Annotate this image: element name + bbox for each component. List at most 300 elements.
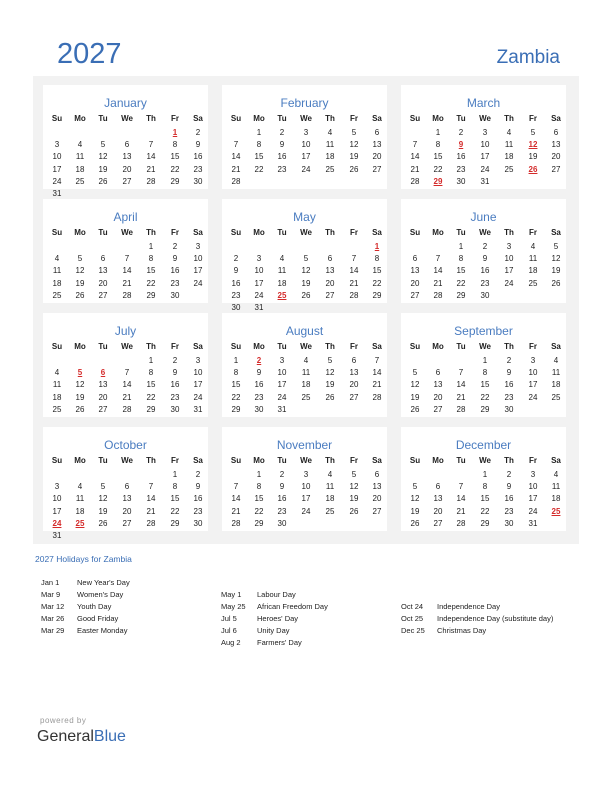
- calendar-day: 23: [504, 506, 514, 516]
- weekday-label: Tu: [456, 456, 466, 465]
- weekday-label: Tu: [277, 456, 287, 465]
- calendar-day: 28: [146, 518, 156, 528]
- calendar-day: 31: [52, 189, 62, 198]
- calendar-day: 18: [52, 278, 62, 288]
- calendar-day: 28: [372, 392, 382, 402]
- calendar-day: 14: [146, 152, 156, 162]
- calendar-day: 6: [351, 356, 357, 365]
- calendar-day: 17: [193, 380, 203, 390]
- calendar-day: 24: [52, 176, 62, 186]
- calendar-day: 20: [122, 164, 132, 174]
- holiday-date: Jul 6: [221, 626, 237, 635]
- calendar-day: 19: [551, 266, 561, 276]
- calendar-day: 11: [325, 482, 335, 492]
- calendar-day: 22: [231, 392, 241, 402]
- calendar-day: 11: [504, 140, 514, 150]
- calendar-day: 8: [172, 482, 178, 492]
- calendar-day: 23: [254, 392, 264, 402]
- calendar-day: 19: [349, 494, 359, 504]
- holiday-name: Good Friday: [77, 614, 119, 623]
- weekday-label: Su: [51, 228, 63, 237]
- calendar-day: 23: [170, 392, 180, 402]
- calendar-day: 17: [193, 266, 203, 276]
- holiday-day: 6: [100, 368, 106, 378]
- calendar-day: 31: [277, 404, 287, 414]
- calendar-day: 12: [75, 380, 85, 390]
- calendar-day: 23: [504, 392, 514, 402]
- calendar-day: 6: [374, 128, 380, 137]
- calendar-day: 2: [279, 128, 285, 137]
- calendar-day: 29: [146, 404, 156, 414]
- calendar-day: 11: [301, 368, 311, 378]
- calendar-day: 2: [506, 356, 512, 365]
- weekday-label: Th: [146, 114, 156, 123]
- calendar-day: 20: [433, 506, 443, 516]
- weekday-label: Mo: [432, 114, 444, 123]
- calendar-day: 25: [325, 506, 335, 516]
- calendar-day: 30: [193, 518, 203, 528]
- calendar-day: 8: [233, 368, 239, 378]
- calendar-day: 7: [233, 482, 239, 492]
- calendar-day: 16: [254, 380, 264, 390]
- holiday-entry: [401, 602, 500, 611]
- calendar-day: 10: [528, 482, 538, 492]
- calendar-day: 30: [504, 404, 514, 414]
- month-title: September: [454, 324, 513, 338]
- calendar-day: 2: [506, 470, 512, 479]
- holiday-date: Aug 2: [221, 638, 241, 647]
- weekday-label: Su: [51, 114, 63, 123]
- calendar-day: 22: [170, 164, 180, 174]
- month-title: October: [104, 438, 147, 452]
- holiday-entry: [41, 614, 118, 623]
- calendar-day: 29: [456, 290, 466, 300]
- month-title: February: [280, 96, 329, 110]
- calendar-day: 28: [410, 176, 420, 186]
- weekday-label: Mo: [74, 456, 86, 465]
- calendar-day: 20: [372, 152, 382, 162]
- calendar-day: 4: [327, 470, 333, 479]
- holiday-date: Oct 24: [401, 602, 424, 611]
- weekday-label: Sa: [372, 456, 382, 465]
- calendar-day: 6: [124, 482, 130, 492]
- weekday-label: Tu: [456, 114, 466, 123]
- calendar-day: 30: [480, 290, 490, 300]
- weekday-label: Fr: [529, 228, 537, 237]
- calendar-day: 18: [528, 266, 538, 276]
- calendar-day: 12: [301, 266, 311, 276]
- calendar-day: 10: [52, 152, 62, 162]
- calendar-day: 26: [551, 278, 561, 288]
- month-title: June: [470, 210, 497, 224]
- calendar-day: 11: [75, 152, 85, 162]
- calendar-day: 30: [193, 176, 203, 186]
- weekday-label: Su: [409, 342, 421, 351]
- holiday-day: 29: [433, 176, 443, 186]
- month-title: August: [285, 324, 324, 338]
- month-august: [222, 313, 387, 417]
- calendar-day: 4: [77, 140, 83, 150]
- calendar-day: 2: [482, 242, 488, 251]
- weekday-label: Fr: [171, 342, 179, 351]
- calendar-day: 13: [372, 482, 382, 492]
- holiday-day: 1: [374, 242, 380, 251]
- calendar-day: 13: [433, 380, 443, 390]
- weekday-label: Th: [325, 342, 335, 351]
- calendar-day: 15: [254, 494, 264, 504]
- calendar-day: 14: [231, 152, 241, 162]
- month-title: January: [104, 96, 147, 110]
- weekday-label: Fr: [529, 114, 537, 123]
- calendar-day: 19: [349, 152, 359, 162]
- calendar-day: 14: [122, 266, 132, 276]
- calendar-day: 7: [374, 356, 380, 365]
- weekday-label: Th: [504, 228, 514, 237]
- calendar-day: 9: [195, 482, 201, 492]
- calendar-day: 1: [148, 242, 154, 251]
- holiday-name: Independence Day: [437, 602, 500, 611]
- calendar-day: 26: [75, 290, 85, 300]
- calendar-day: 14: [456, 380, 466, 390]
- calendar-day: 24: [480, 164, 490, 174]
- weekday-label: Su: [230, 114, 242, 123]
- holiday-day: 24: [52, 518, 62, 528]
- holiday-name: New Year's Day: [77, 578, 130, 587]
- weekday-label: Tu: [277, 228, 287, 237]
- calendar-day: 17: [504, 266, 514, 276]
- holiday-date: Mar 9: [41, 590, 61, 599]
- calendar-day: 14: [456, 494, 466, 504]
- holiday-entry: [221, 626, 290, 635]
- calendar-day: 31: [193, 404, 203, 414]
- calendar-day: 20: [122, 506, 132, 516]
- weekday-label: Mo: [74, 228, 86, 237]
- calendar-day: 21: [122, 392, 132, 402]
- calendar-day: 25: [504, 164, 514, 174]
- calendar-day: 2: [279, 470, 285, 479]
- weekday-label: Fr: [350, 228, 358, 237]
- calendar-day: 17: [528, 494, 538, 504]
- calendar-day: 23: [456, 164, 466, 174]
- calendar-day: 11: [528, 254, 538, 264]
- month-title: December: [455, 438, 512, 452]
- calendar-day: 3: [303, 128, 309, 137]
- calendar-day: 15: [146, 266, 156, 276]
- calendar-day: 29: [170, 518, 180, 528]
- holiday-entry: [401, 614, 553, 623]
- calendar-day: 7: [458, 368, 464, 378]
- calendar-day: 19: [410, 392, 420, 402]
- calendar-day: 20: [372, 494, 382, 504]
- weekday-label: Fr: [350, 342, 358, 351]
- calendar-day: 22: [372, 278, 382, 288]
- calendar-day: 9: [482, 254, 488, 264]
- weekday-label: Sa: [193, 342, 203, 351]
- month-october: [43, 427, 208, 540]
- calendar-day: 21: [456, 506, 466, 516]
- calendar-day: 12: [325, 368, 335, 378]
- calendar-day: 5: [412, 482, 418, 492]
- weekday-label: Mo: [74, 114, 86, 123]
- calendar-day: 6: [374, 470, 380, 479]
- holiday-day: 25: [75, 518, 85, 528]
- weekday-label: Th: [504, 342, 514, 351]
- calendar-day: 4: [530, 242, 536, 251]
- calendar-day: 4: [54, 254, 60, 264]
- weekday-label: Fr: [350, 114, 358, 123]
- calendar-day: 28: [349, 290, 359, 300]
- calendar-day: 10: [504, 254, 514, 264]
- calendar-day: 19: [98, 506, 108, 516]
- weekday-label: We: [479, 456, 491, 465]
- calendar-day: 1: [172, 470, 178, 479]
- calendar-day: 15: [456, 266, 466, 276]
- calendar-day: 16: [231, 278, 241, 288]
- calendar-day: 26: [98, 518, 108, 528]
- calendar-day: 19: [325, 380, 335, 390]
- holiday-date: Mar 12: [41, 602, 65, 611]
- calendar-day: 30: [170, 404, 180, 414]
- calendar-day: 11: [277, 266, 287, 276]
- calendar-day: 21: [231, 506, 241, 516]
- holidays-title: 2027 Holidays for Zambia: [35, 554, 132, 564]
- calendar-day: 14: [372, 368, 382, 378]
- calendar-day: 21: [146, 164, 156, 174]
- calendar-day: 5: [553, 242, 559, 251]
- calendar-day: 4: [327, 128, 333, 137]
- weekday-label: Su: [409, 456, 421, 465]
- weekday-label: Mo: [253, 228, 265, 237]
- calendar-day: 29: [170, 176, 180, 186]
- calendar-day: 23: [231, 290, 241, 300]
- month-january: [43, 85, 208, 198]
- calendar-day: 26: [410, 518, 420, 528]
- weekday-label: Tu: [98, 228, 108, 237]
- powered-by-text: powered by: [40, 716, 87, 725]
- holiday-entry: [41, 626, 127, 635]
- weekday-label: Tu: [98, 456, 108, 465]
- calendar-day: 18: [504, 152, 514, 162]
- calendar-day: 10: [277, 368, 287, 378]
- calendar-day: 18: [325, 152, 335, 162]
- calendar-day: 16: [193, 494, 203, 504]
- calendar-day: 8: [256, 140, 262, 150]
- calendar-day: 17: [52, 164, 62, 174]
- calendar-day: 10: [193, 368, 203, 378]
- calendar-day: 6: [412, 254, 418, 264]
- calendar-day: 15: [170, 494, 180, 504]
- calendar-day: 21: [456, 392, 466, 402]
- calendar-day: 30: [231, 303, 241, 312]
- calendar-day: 4: [54, 368, 60, 378]
- calendar-day: 11: [52, 266, 62, 276]
- calendar-day: 24: [504, 278, 514, 288]
- weekday-label: Tu: [277, 114, 287, 123]
- calendar-day: 4: [506, 128, 512, 137]
- month-november: [222, 427, 387, 531]
- holiday-entry: [221, 638, 302, 647]
- weekday-label: Mo: [253, 456, 265, 465]
- calendar-day: 3: [530, 470, 536, 479]
- calendar-day: 13: [98, 380, 108, 390]
- calendar-day: 3: [54, 140, 60, 150]
- calendar-day: 1: [148, 356, 154, 365]
- calendar-day: 3: [530, 356, 536, 365]
- calendar-day: 26: [98, 176, 108, 186]
- calendar-day: 13: [349, 368, 359, 378]
- calendar-day: 27: [98, 290, 108, 300]
- calendar-day: 8: [148, 254, 154, 264]
- weekday-label: We: [121, 342, 133, 351]
- holiday-date: May 1: [221, 590, 242, 599]
- weekday-label: Sa: [551, 228, 561, 237]
- calendar-day: 2: [195, 470, 201, 479]
- calendar-day: 24: [301, 164, 311, 174]
- calendar-day: 26: [301, 290, 311, 300]
- calendar-day: 3: [195, 242, 201, 251]
- calendar-day: 27: [349, 392, 359, 402]
- calendar-day: 29: [146, 290, 156, 300]
- weekday-label: Th: [146, 342, 156, 351]
- calendar-day: 20: [433, 392, 443, 402]
- month-september: [401, 313, 566, 417]
- calendar-day: 7: [233, 140, 239, 150]
- calendar-day: 28: [122, 290, 132, 300]
- calendar-day: 13: [122, 494, 132, 504]
- calendar-day: 21: [372, 380, 382, 390]
- calendar-day: 15: [231, 380, 241, 390]
- calendar-day: 30: [277, 518, 287, 528]
- calendar-day: 3: [256, 254, 262, 264]
- calendar-day: 28: [146, 176, 156, 186]
- calendar-day: 14: [410, 152, 420, 162]
- calendar-day: 2: [458, 128, 464, 137]
- calendar-day: 25: [52, 404, 62, 414]
- calendar-day: 23: [193, 164, 203, 174]
- month-december: [401, 427, 566, 531]
- holiday-day: 2: [256, 356, 262, 365]
- calendar-day: 18: [75, 506, 85, 516]
- calendar-day: 15: [433, 152, 443, 162]
- calendar-day: 15: [480, 494, 490, 504]
- calendar-day: 24: [301, 506, 311, 516]
- calendar-day: 13: [372, 140, 382, 150]
- calendar-day: 17: [301, 152, 311, 162]
- calendar-day: 11: [52, 380, 62, 390]
- weekday-label: Th: [325, 228, 335, 237]
- weekday-label: Sa: [372, 114, 382, 123]
- calendar-day: 11: [551, 368, 561, 378]
- calendar-day: 29: [480, 518, 490, 528]
- calendar-day: 5: [351, 128, 357, 137]
- calendar-day: 14: [231, 494, 241, 504]
- calendar-day: 13: [551, 140, 561, 150]
- calendar-day: 7: [351, 254, 357, 264]
- calendar-day: 17: [301, 494, 311, 504]
- calendar-day: 9: [233, 266, 239, 276]
- holiday-entry: [221, 602, 328, 611]
- calendar-day: 6: [327, 254, 333, 264]
- calendar-day: 25: [325, 164, 335, 174]
- calendar-day: 17: [277, 380, 287, 390]
- weekday-label: We: [300, 342, 312, 351]
- calendar-day: 24: [277, 392, 287, 402]
- calendar-day: 23: [480, 278, 490, 288]
- calendar-day: 15: [146, 380, 156, 390]
- calendar-day: 16: [277, 494, 287, 504]
- weekday-label: Tu: [98, 342, 108, 351]
- month-march: [401, 85, 566, 189]
- holiday-entry: [401, 626, 486, 635]
- calendar-day: 29: [254, 518, 264, 528]
- weekday-label: Mo: [74, 342, 86, 351]
- month-title: May: [293, 210, 316, 224]
- weekday-label: Th: [504, 456, 514, 465]
- calendar-day: 25: [551, 392, 561, 402]
- calendar-day: 9: [195, 140, 201, 150]
- calendar-day: 8: [374, 254, 380, 264]
- calendar-day: 10: [301, 482, 311, 492]
- weekday-label: Sa: [551, 342, 561, 351]
- calendar-day: 16: [170, 380, 180, 390]
- country-title: Zambia: [496, 47, 560, 68]
- calendar-day: 17: [528, 380, 538, 390]
- month-june: [401, 199, 566, 303]
- calendar-day: 13: [433, 494, 443, 504]
- calendar-day: 3: [506, 242, 512, 251]
- calendar-day: 3: [482, 128, 488, 137]
- calendar-day: 26: [325, 392, 335, 402]
- calendar-day: 6: [124, 140, 130, 150]
- calendar-day: 24: [254, 290, 264, 300]
- calendar-day: 9: [172, 254, 178, 264]
- calendar-day: 7: [148, 482, 154, 492]
- holiday-day: 25: [551, 506, 561, 516]
- calendar-day: 28: [433, 290, 443, 300]
- holiday-day: 1: [172, 128, 178, 137]
- calendar-day: 18: [301, 380, 311, 390]
- calendar-day: 8: [482, 482, 488, 492]
- calendar-day: 28: [122, 404, 132, 414]
- calendar-day: 16: [504, 380, 514, 390]
- calendar-day: 18: [551, 380, 561, 390]
- calendar-day: 15: [254, 152, 264, 162]
- calendar-day: 14: [433, 266, 443, 276]
- calendar-day: 26: [410, 404, 420, 414]
- weekday-label: Su: [230, 228, 242, 237]
- month-february: [222, 85, 387, 189]
- calendar-day: 31: [254, 303, 264, 312]
- calendar-day: 24: [193, 392, 203, 402]
- holiday-name: Women's Day: [77, 590, 124, 599]
- calendar-day: 14: [349, 266, 359, 276]
- calendar-day: 19: [301, 278, 311, 288]
- weekday-label: Sa: [372, 228, 382, 237]
- weekday-label: Tu: [98, 114, 108, 123]
- calendar-day: 22: [146, 392, 156, 402]
- calendar-day: 23: [170, 278, 180, 288]
- calendar-day: 11: [75, 494, 85, 504]
- calendar-day: 29: [372, 290, 382, 300]
- calendar-day: 25: [52, 290, 62, 300]
- calendar-day: 2: [195, 128, 201, 137]
- holiday-day: 5: [77, 368, 83, 378]
- calendar-day: 21: [433, 278, 443, 288]
- calendar-day: 22: [480, 506, 490, 516]
- calendar-day: 6: [100, 254, 106, 264]
- holiday-entry: [221, 590, 296, 599]
- calendar-day: 10: [254, 266, 264, 276]
